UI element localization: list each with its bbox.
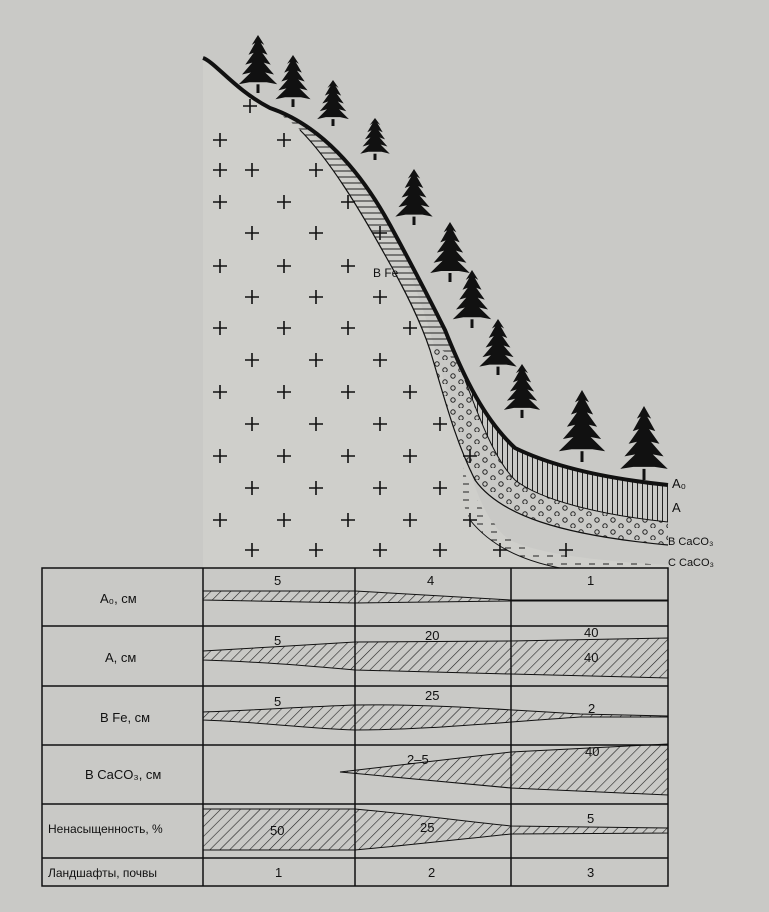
tree-trunk bbox=[581, 451, 584, 462]
wedge-a0 bbox=[203, 591, 668, 603]
footer-col-1: 1 bbox=[275, 865, 283, 880]
tree-trunk bbox=[497, 367, 500, 375]
row-label-b-caco3: B CaCO₃, см bbox=[85, 767, 162, 782]
row-label-a0: A₀, см bbox=[100, 591, 137, 606]
tree-trunk bbox=[471, 319, 474, 328]
a-value-3: 40 bbox=[584, 625, 599, 640]
tree-trunk bbox=[413, 217, 416, 225]
b-caco3-value-2: 40 bbox=[585, 744, 600, 759]
label-b-caco3: B CaCO₃ bbox=[668, 536, 714, 548]
tree-trunk bbox=[521, 410, 524, 418]
wedge-b-fe bbox=[203, 705, 668, 730]
b-caco3-value-1: 2–5 bbox=[407, 752, 429, 767]
footer-col-3: 3 bbox=[587, 865, 595, 880]
footer-label: Ландшафты, почвы bbox=[48, 866, 158, 880]
spruce-tree-icon bbox=[317, 80, 349, 119]
a-value-1: 5 bbox=[274, 633, 282, 648]
row-label-a: A, см bbox=[105, 650, 137, 665]
footer-col-2: 2 bbox=[428, 865, 436, 880]
a0-value-2: 4 bbox=[427, 573, 435, 588]
spruce-tree-icon bbox=[620, 406, 667, 469]
b-fe-value-2: 25 bbox=[425, 688, 440, 703]
unsaturation-value-2: 25 bbox=[420, 820, 435, 835]
unsaturation-value-1: 50 bbox=[270, 823, 285, 838]
spruce-tree-icon bbox=[275, 55, 310, 99]
tree-trunk bbox=[257, 84, 260, 93]
tree-trunk bbox=[292, 99, 295, 107]
row-label-b-fe: B Fe, см bbox=[100, 710, 151, 725]
spruce-tree-icon bbox=[479, 319, 516, 367]
label-c-caco3: C CaCO₃ bbox=[668, 557, 715, 569]
wedge-b-caco3 bbox=[340, 744, 668, 795]
label-a: A bbox=[672, 500, 681, 515]
a0-value-1: 5 bbox=[274, 573, 282, 588]
spruce-tree-icon bbox=[430, 222, 470, 273]
a-value-2: 20 bbox=[425, 628, 440, 643]
spruce-tree-icon bbox=[504, 364, 540, 410]
spruce-tree-icon bbox=[360, 118, 390, 154]
spruce-tree-icon bbox=[453, 270, 491, 319]
tree-trunk bbox=[449, 273, 452, 282]
label-b-fe: B Fe bbox=[373, 266, 399, 280]
a0-value-3: 1 bbox=[587, 573, 595, 588]
b-fe-value-3: 2 bbox=[588, 701, 596, 716]
spruce-tree-icon bbox=[239, 35, 277, 84]
tree-trunk bbox=[643, 469, 646, 480]
spruce-tree-icon bbox=[395, 169, 432, 217]
a-value-4: 40 bbox=[584, 650, 599, 665]
b-fe-value-1: 5 bbox=[274, 694, 282, 709]
unsaturation-value-3: 5 bbox=[587, 811, 595, 826]
spruce-tree-icon bbox=[559, 390, 605, 451]
tree-trunk bbox=[374, 154, 377, 160]
row-label-unsaturation: Ненасыщенность, % bbox=[48, 822, 163, 836]
label-a0: A₀ bbox=[672, 476, 687, 491]
tree-trunk bbox=[332, 119, 335, 126]
